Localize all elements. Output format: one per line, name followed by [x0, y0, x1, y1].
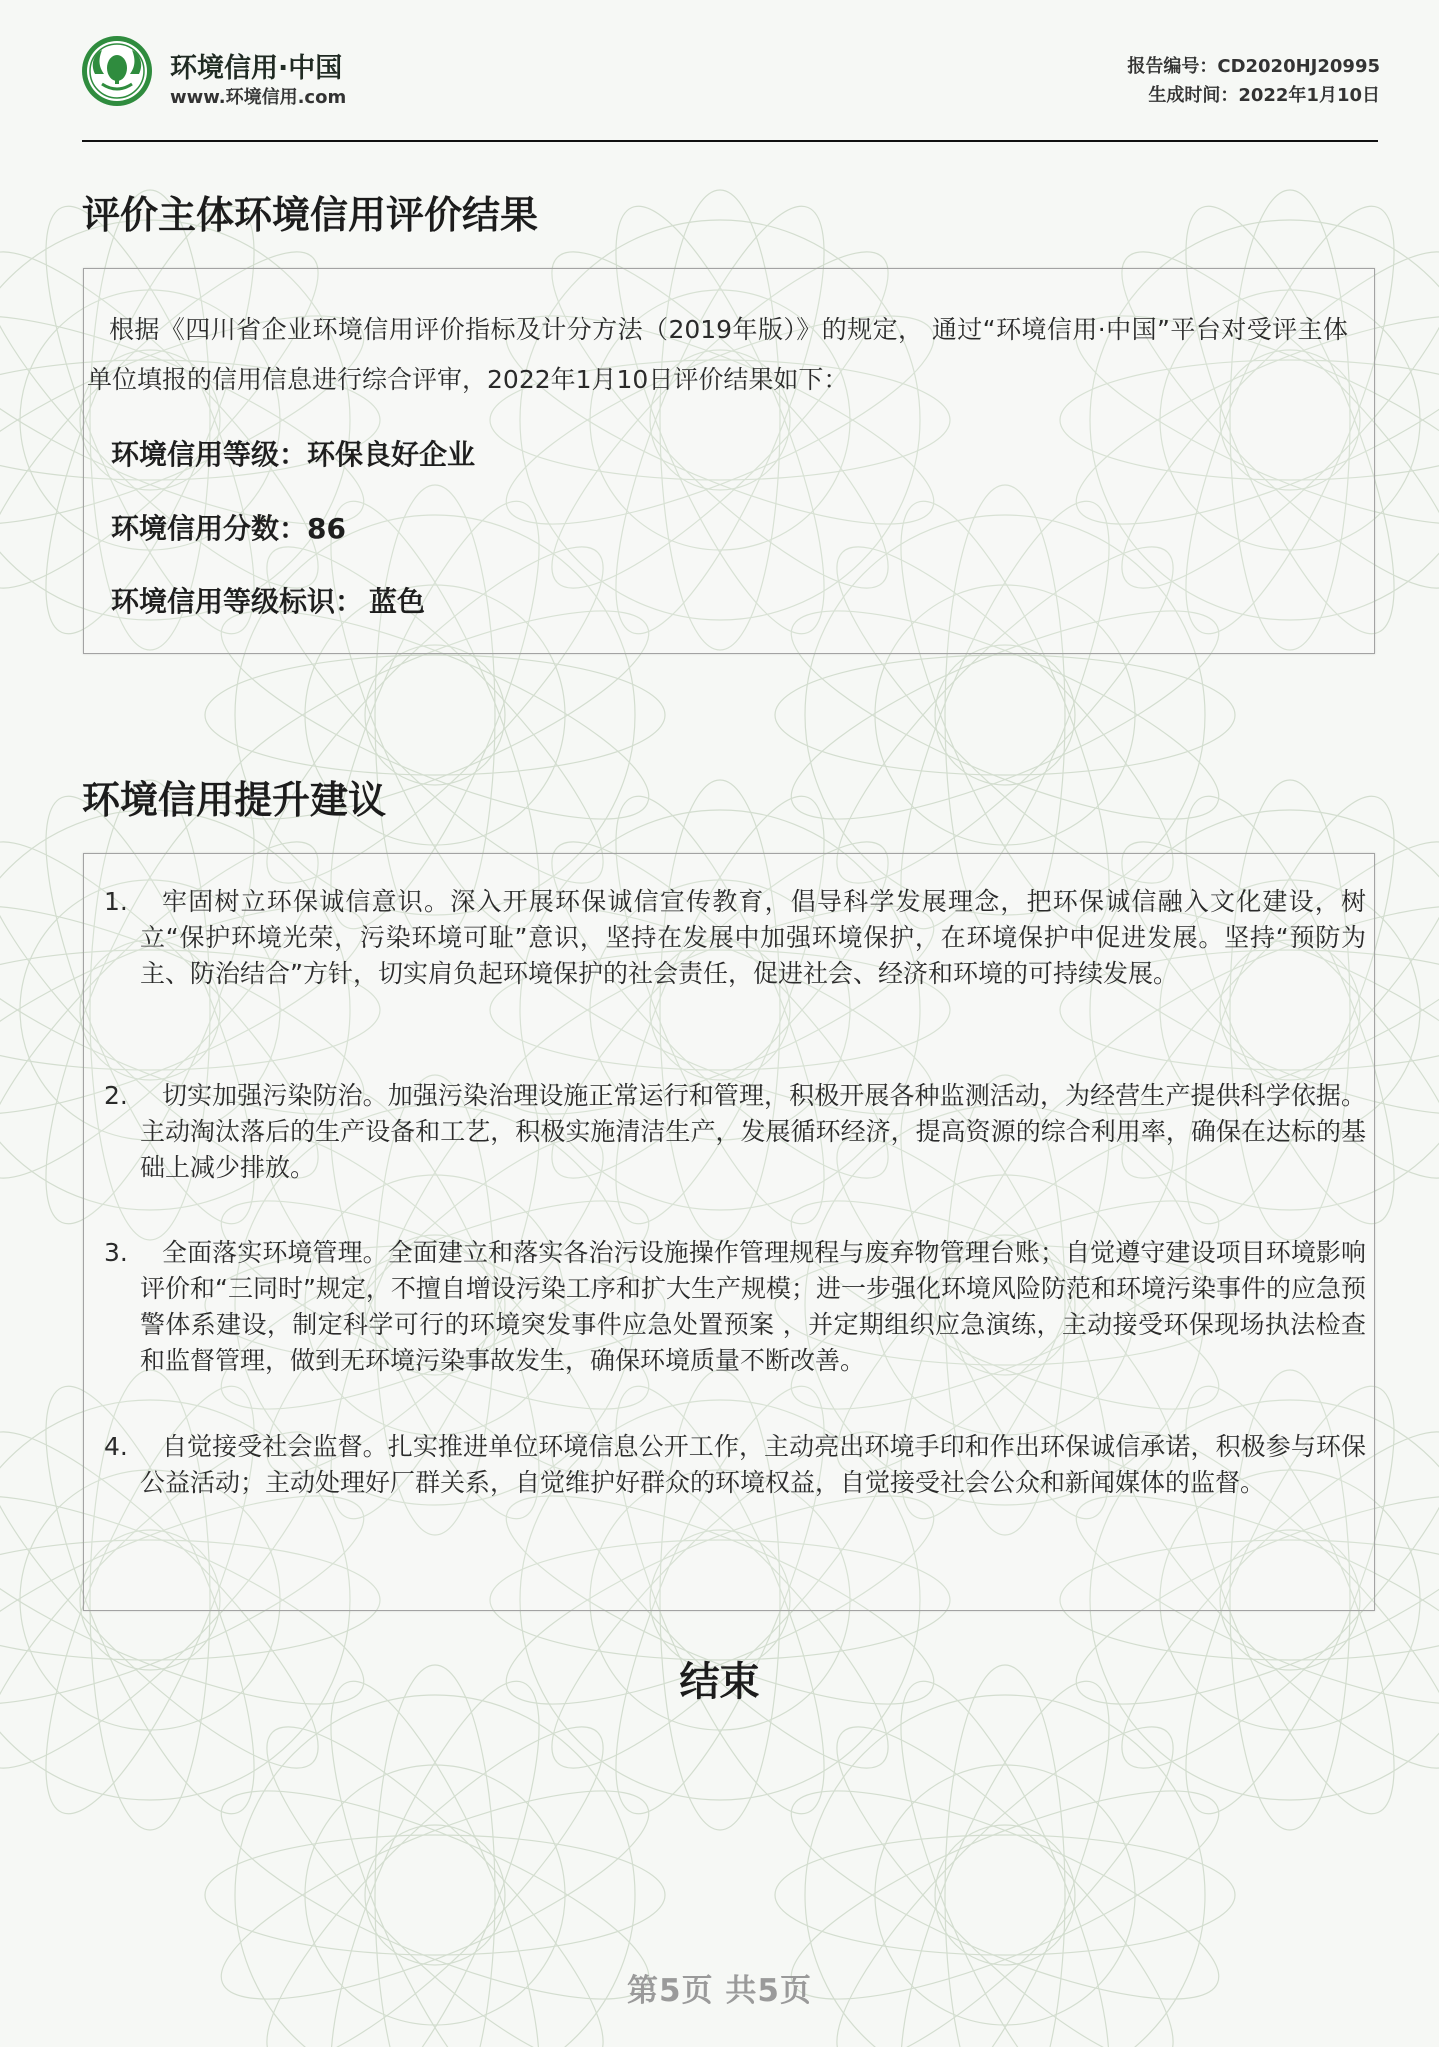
end-mark: 结束 [679, 1659, 760, 1705]
advice-item [104, 884, 1366, 992]
advice-item-number: 1. [104, 887, 128, 916]
credit-grade-label: 环境信用等级： [111, 438, 308, 471]
credit-mark-value: 蓝色 [369, 585, 426, 618]
result-intro: 根据《四川省企业环境信用评价指标及计分方法（2019年版）》的规定， 通过“环境信用·中国”平台对受评主体单位填报的信用信息进行综合评审，2022年1月10日评价结果如下： [87, 315, 1348, 394]
advice-item-number: 2. [104, 1081, 128, 1110]
advice-item [104, 1429, 1366, 1501]
header-divider [82, 140, 1378, 142]
site-url: www.环境信用.com [170, 87, 347, 108]
advice-box [83, 853, 1375, 1611]
credit-mark-row [111, 580, 425, 620]
generated-time-row [1040, 81, 1380, 110]
iec-leaf-logo-icon [80, 34, 154, 108]
credit-score-label: 环境信用分数： [111, 512, 308, 545]
advice-item [104, 1235, 1366, 1379]
credit-grade-row [111, 433, 475, 473]
page-number: 第5页 共5页 [627, 1973, 812, 2009]
generated-time: 2022年1月10日 [1238, 85, 1380, 106]
advice-section-title: 环境信用提升建议 [82, 778, 387, 822]
credit-mark-label: 环境信用等级标识： [111, 585, 364, 618]
advice-item [104, 1078, 1366, 1186]
advice-item-text: 切实加强污染防治。加强污染治理设施正常运行和管理，积极开展各种监测活动，为经营生产提供科学依据。主动淘汰落后的生产设备和工艺，积极实施清洁生产，发展循环经济，提高资源的综合利用率，确保在达标的基础上减少排放。 [140, 1081, 1366, 1182]
credit-score-row [111, 507, 346, 547]
generated-time-label: 生成时间： [1148, 85, 1239, 106]
report-number-label: 报告编号： [1127, 56, 1218, 77]
credit-grade-value: 环保良好企业 [307, 438, 476, 471]
report-number-row [1040, 52, 1380, 81]
advice-item-text: 全面落实环境管理。全面建立和落实各治污设施操作管理规程与废弃物管理台账；自觉遵守建设项目环境影响评价和“三同时”规定，不擅自增设污染工序和扩大生产规模；进一步强化环境风险防范和环境污染事件的应急预警体系建设，制定科学可行的环境突发事件应急处置预案 ，并定期组织应急演练，主动接受环保现场执法检查和监督管理，做到无环境污染事故发生，确保环境质量不断改善。 [140, 1238, 1366, 1375]
report-number: CD2020HJ20995 [1217, 56, 1380, 77]
report-meta [1040, 52, 1380, 110]
advice-item-text: 自觉接受社会监督。扎实推进单位环境信息公开工作，主动亮出环境手印和作出环保诚信承诺，积极参与环保公益活动；主动处理好厂群关系，自觉维护好群众的环境权益，自觉接受社会公众和新闻媒体的监督。 [140, 1432, 1366, 1497]
result-section-title: 评价主体环境信用评价结果 [82, 193, 539, 237]
advice-item-number: 4. [104, 1432, 128, 1461]
site-name: 环境信用·中国 [170, 53, 343, 84]
credit-score-value: 86 [307, 512, 346, 545]
result-box [83, 268, 1375, 654]
advice-item-number: 3. [104, 1238, 128, 1267]
advice-item-text: 牢固树立环保诚信意识。深入开展环保诚信宣传教育，倡导科学发展理念，把环保诚信融入文化建设，树立“保护环境光荣，污染环境可耻”意识，坚持在发展中加强环境保护，在环境保护中促进发展。坚持“预防为主、防治结合”方针，切实肩负起环境保护的社会责任，促进社会、经济和环境的可持续发展。 [140, 887, 1366, 988]
